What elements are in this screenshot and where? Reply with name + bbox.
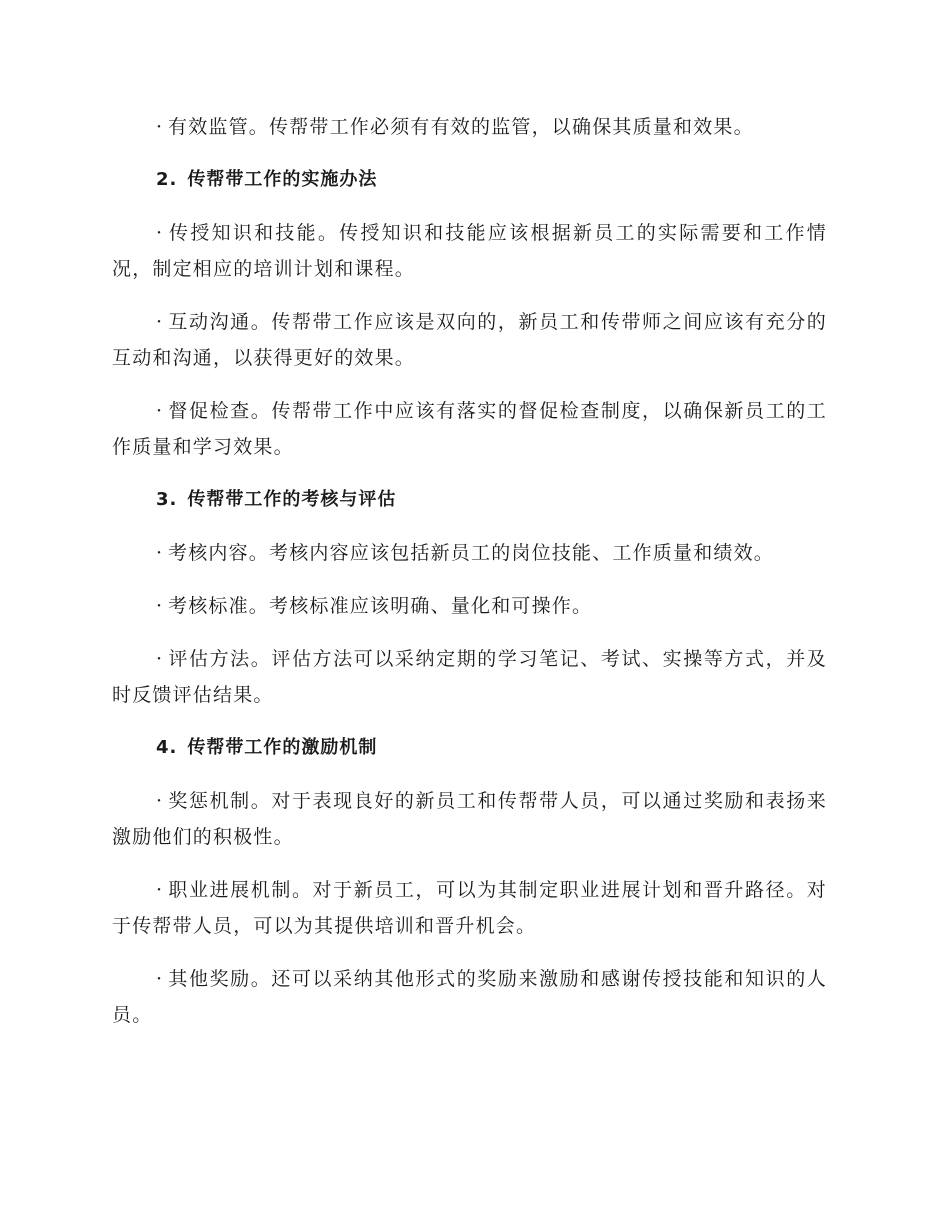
paragraph-text: 有效监管。传帮带工作必须有有效的监管，以确保其质量和效果。 <box>168 116 754 138</box>
bullet-mark: · <box>156 311 164 333</box>
paragraph-interactive-communication <box>112 304 827 376</box>
section-number: 3. <box>156 489 178 510</box>
section-number: 4. <box>156 737 178 758</box>
bullet-mark: · <box>156 595 164 617</box>
bullet-mark: · <box>156 648 164 670</box>
section-title: 传帮带工作的考核与评估 <box>187 489 397 510</box>
paragraph-text: 奖惩机制。对于表现良好的新员工和传帮带人员，可以通过奖励和表扬来激励他们的积极性。 <box>112 790 827 848</box>
paragraph-text: 考核标准。考核标准应该明确、量化和可操作。 <box>168 595 593 617</box>
paragraph-text: 考核内容。考核内容应该包括新员工的岗位技能、工作质量和绩效。 <box>168 542 775 564</box>
bullet-mark: · <box>156 879 164 901</box>
section-heading-assessment <box>112 482 827 518</box>
section-heading-implementation <box>112 162 827 198</box>
bullet-mark: · <box>156 116 164 138</box>
paragraph-reward-punishment <box>112 783 827 855</box>
bullet-mark: · <box>156 400 164 422</box>
paragraph-text: 其他奖励。还可以采纳其他形式的奖励来激励和感谢传授技能和知识的人员。 <box>112 968 827 1026</box>
paragraph-text: 督促检查。传帮带工作中应该有落实的督促检查制度，以确保新员工的工作质量和学习效果。 <box>112 400 827 458</box>
paragraph-other-rewards <box>112 961 827 1033</box>
section-title: 传帮带工作的激励机制 <box>187 737 378 758</box>
bullet-mark: · <box>156 222 164 244</box>
section-heading-incentives <box>112 730 827 766</box>
paragraph-assessment-content <box>112 535 827 571</box>
paragraph-assessment-standard <box>112 588 827 624</box>
paragraph-text: 互动沟通。传帮带工作应该是双向的，新员工和传带师之间应该有充分的互动和沟通，以获得更好的效果。 <box>112 311 827 369</box>
paragraph-text: 职业进展机制。对于新员工，可以为其制定职业进展计划和晋升路径。对于传帮带人员，可以为其提供培训和晋升机会。 <box>112 879 827 937</box>
bullet-mark: · <box>156 790 164 812</box>
bullet-mark: · <box>156 968 164 990</box>
paragraph-effective-supervision <box>112 109 827 145</box>
paragraph-career-progress <box>112 872 827 944</box>
paragraph-supervision-inspection <box>112 393 827 465</box>
section-number: 2. <box>156 169 178 190</box>
paragraph-text: 评估方法。评估方法可以采纳定期的学习笔记、考试、实操等方式，并及时反馈评估结果。 <box>112 648 827 706</box>
paragraph-knowledge-skills <box>112 215 827 287</box>
section-title: 传帮带工作的实施办法 <box>187 169 378 190</box>
bullet-mark: · <box>156 542 164 564</box>
paragraph-evaluation-method <box>112 641 827 713</box>
document-body <box>112 109 827 1050</box>
paragraph-text: 传授知识和技能。传授知识和技能应该根据新员工的实际需要和工作情况，制定相应的培训计划和课程。 <box>112 222 827 280</box>
